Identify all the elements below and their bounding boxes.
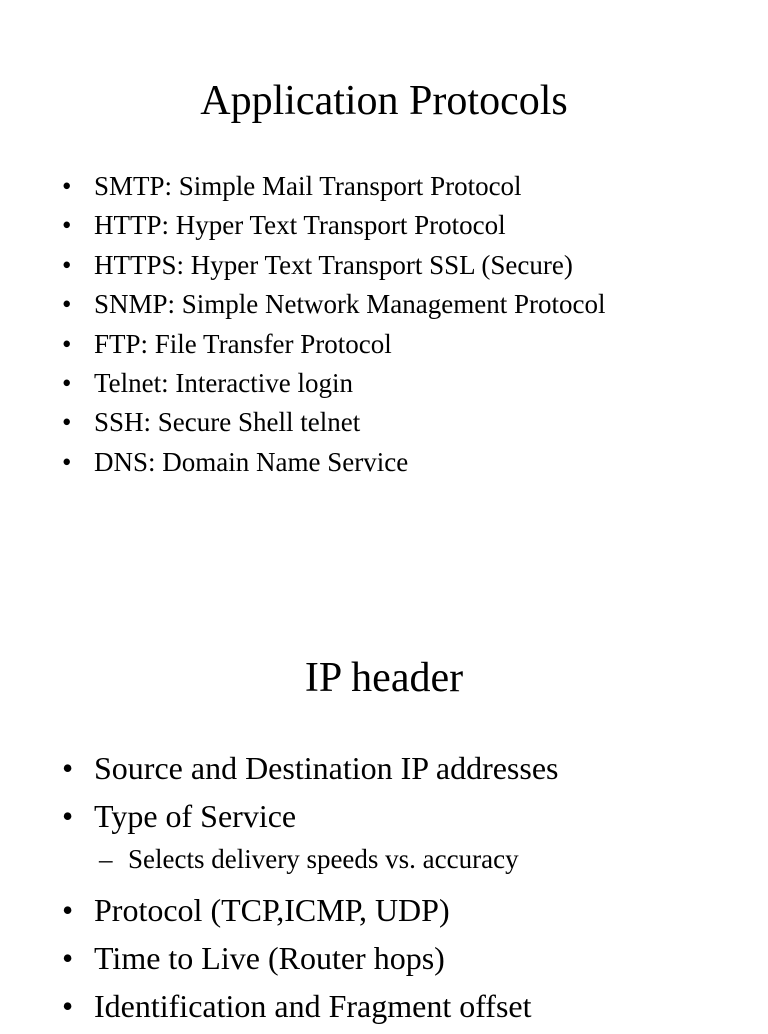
bullet-icon: • <box>62 798 74 834</box>
bullet-icon: • <box>62 249 72 280</box>
list-item <box>62 796 558 844</box>
list-item <box>62 209 605 248</box>
list-item-text: DNS: Domain Name Service <box>94 446 409 477</box>
bullet-icon: • <box>62 988 74 1024</box>
list-item <box>62 367 605 406</box>
list-item <box>62 890 558 938</box>
list-item-text: Telnet: Interactive login <box>94 367 354 398</box>
bullet-icon: • <box>62 446 72 477</box>
application-protocols-list <box>62 170 605 485</box>
bullet-icon: • <box>62 289 72 320</box>
ip-header-list <box>62 748 558 1034</box>
list-item <box>62 446 605 485</box>
list-item-text: HTTPS: Hyper Text Transport SSL (Secure) <box>94 249 573 280</box>
list-item-text: Selects delivery speeds vs. accuracy <box>128 844 519 874</box>
bullet-icon: • <box>62 367 72 398</box>
list-item-text: Identification and Fragment offset <box>94 988 532 1024</box>
list-item-text: Type of Service <box>94 798 297 834</box>
bullet-icon: • <box>62 171 72 201</box>
bullet-icon: • <box>62 407 72 438</box>
sub-list-item <box>62 844 558 890</box>
list-item <box>62 986 558 1034</box>
list-item <box>62 938 558 986</box>
list-item-text: Source and Destination IP addresses <box>94 750 559 786</box>
list-item <box>62 249 605 288</box>
list-item-text: HTTP: Hyper Text Transport Protocol <box>94 210 506 241</box>
list-item <box>62 170 605 209</box>
slide-title-ip-header: IP header <box>304 655 464 701</box>
list-item-text: SNMP: Simple Network Management Protocol <box>94 289 606 320</box>
list-item <box>62 406 605 445</box>
list-item-text: Protocol (TCP,ICMP, UDP) <box>94 892 450 928</box>
list-item-text: SMTP: Simple Mail Transport Protocol <box>94 171 522 201</box>
list-item-text: SSH: Secure Shell telnet <box>94 407 361 438</box>
slide-title-application-protocols: Application Protocols <box>200 78 568 124</box>
list-item <box>62 328 605 367</box>
list-item <box>62 748 558 796</box>
bullet-icon: • <box>62 940 74 976</box>
bullet-icon: • <box>62 210 72 241</box>
list-item-text: Time to Live (Router hops) <box>94 940 445 976</box>
bullet-icon: • <box>62 750 74 786</box>
list-item-text: FTP: File Transfer Protocol <box>94 328 392 359</box>
dash-bullet-icon: – <box>99 844 113 874</box>
bullet-icon: • <box>62 328 72 359</box>
bullet-icon: • <box>62 892 74 928</box>
list-item <box>62 288 605 327</box>
